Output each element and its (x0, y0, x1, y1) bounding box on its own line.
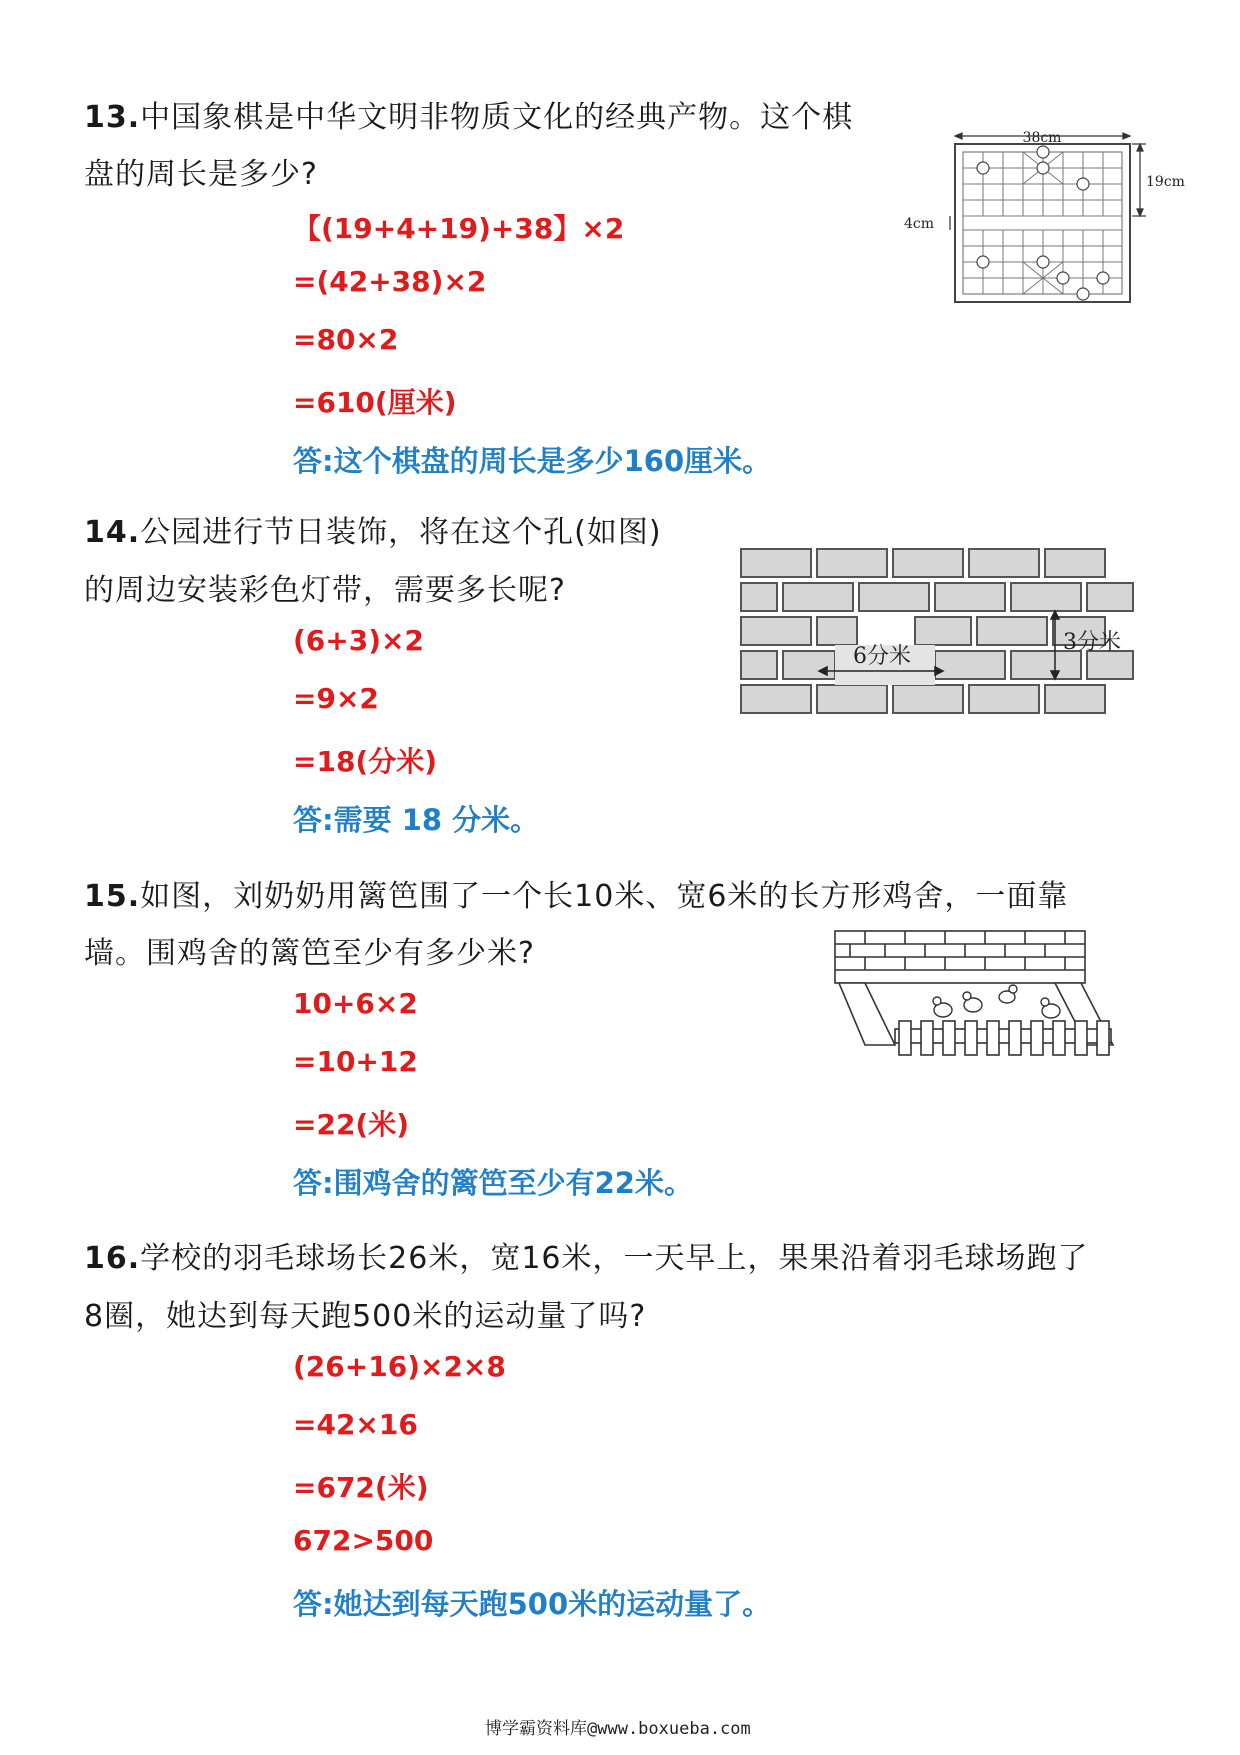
problem-16-number: 16. (84, 1241, 141, 1276)
problem-13-step-1: 【(19+4+19)+38】×2 (293, 212, 625, 245)
problem-15-step-1: 10+6×2 (293, 987, 418, 1020)
chessboard-height-label: 19cm (1146, 174, 1185, 190)
problem-14-step-3: =18(分米) (293, 745, 438, 778)
footer-watermark: 博学霸资料库@www.boxueba.com (485, 1719, 751, 1739)
problem-14-line-1 (84, 507, 662, 551)
problem-13-step-2: =(42+38)×2 (293, 265, 487, 298)
problem-14-line-2: 的周边安装彩色灯带，需要多长呢? (84, 573, 566, 608)
problem-13-step-4: =610(厘米) (293, 386, 457, 419)
problem-15-line-2: 墙。围鸡舍的篱笆至少有多少米? (84, 936, 535, 971)
problem-14-answer: 答:需要 18 分米。 (293, 803, 540, 837)
chickens (933, 985, 1060, 1018)
problem-16-line-1 (84, 1233, 1089, 1277)
problem-13-answer: 答:这个棋盘的周长是多少160厘米。 (293, 444, 772, 478)
problem-16-step-3: =672(米) (293, 1471, 429, 1504)
problem-15-step-2: =10+12 (293, 1045, 418, 1078)
problem-13-number: 13. (84, 100, 141, 135)
problem-15-line-1 (84, 871, 1068, 915)
problem-14-text-1: 公园进行节日装饰，将在这个孔(如图) (140, 515, 662, 550)
problem-15-answer: 答:围鸡舍的篱笆至少有22米。 (293, 1166, 693, 1200)
coop-wall (835, 931, 1085, 983)
chessboard-width-label: 38cm (1022, 130, 1062, 146)
problem-16-step-2: =42×16 (293, 1408, 418, 1441)
problem-13-line-1 (84, 92, 853, 136)
chessboard-river-label: 4cm (904, 216, 935, 232)
problem-13-step-3: =80×2 (293, 323, 399, 356)
coop-fence (839, 983, 1113, 1055)
problem-16-step-4: 672>500 (293, 1524, 434, 1557)
problem-14-number: 14. (84, 515, 141, 550)
problem-14-step-2: =9×2 (293, 682, 379, 715)
chessboard-figure (900, 128, 1190, 308)
problem-14-step-1: (6+3)×2 (293, 624, 424, 657)
problem-13-line-2: 盘的周长是多少? (84, 157, 318, 192)
problem-15-text-1: 如图，刘奶奶用篱笆围了一个长10米、宽6米的长方形鸡舍，一面靠 (140, 879, 1069, 914)
hole-width-label: 6分米 (853, 644, 911, 669)
problem-15-step-3: =22(米) (293, 1108, 410, 1141)
problem-16-answer: 答:她达到每天跑500米的运动量了。 (293, 1587, 772, 1621)
hole-height-label: 3分米 (1063, 630, 1121, 655)
problem-16-text-1: 学校的羽毛球场长26米，宽16米，一天早上，果果沿着羽毛球场跑了 (140, 1241, 1089, 1276)
problem-16-line-2: 8圈，她达到每天跑500米的运动量了吗? (84, 1299, 647, 1334)
problem-13-text-1: 中国象棋是中华文明非物质文化的经典产物。这个棋 (140, 100, 854, 135)
problem-16-step-1: (26+16)×2×8 (293, 1350, 506, 1383)
problem-15-number: 15. (84, 879, 141, 914)
brick-wall-figure (735, 545, 1145, 715)
chicken-coop-figure (825, 925, 1125, 1085)
